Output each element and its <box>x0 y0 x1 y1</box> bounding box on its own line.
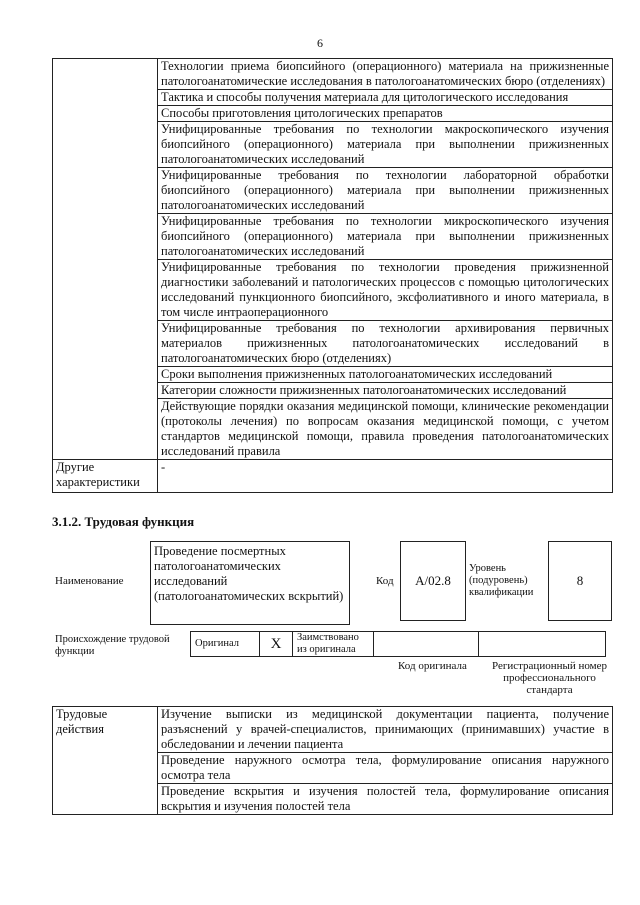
original-mark: X <box>260 632 293 657</box>
table-row: Унифицированные требования по технологии проведения прижизненной диагностики заболеваний и патологических процессов с помощью цитологических исследований пункционного биопсийного, эксфолиативного и иного материала, в том числе интраоперационного <box>158 260 613 321</box>
origin-label: Происхождение трудовой функции <box>55 634 170 657</box>
table-row: Способы приготовления цитологических препаратов <box>158 106 613 122</box>
original-label: Оригинал <box>191 632 260 657</box>
reg-number-label: Регистрационный номер профессионального стандарта <box>491 660 608 696</box>
level-value: 8 <box>548 541 612 621</box>
table-row: Унифицированные требования по технологии архивирования первичных материалов прижизненных патологоанатомических исследований в патологоанатомических бюро (отделениях) <box>158 321 613 367</box>
other-characteristics-value: - <box>158 460 613 493</box>
code-original-label: Код оригинала <box>398 660 467 672</box>
knowledge-table <box>52 58 613 493</box>
table-row: Тактика и способы получения материала для цитологического исследования <box>158 90 613 106</box>
reg-number-cell <box>479 632 606 657</box>
table-row: Технологии приема биопсийного (операционного) материала на прижизненные патологоанатомические исследования в патологоанатомических бюро (отделениях) <box>158 59 613 90</box>
knowledge-label-cell <box>53 59 158 460</box>
table-row: Унифицированные требования по технологии микроскопического изучения биопсийного (операционного) материала при выполнении прижизненных патологоанатомических исследований <box>158 214 613 260</box>
labor-actions-table <box>52 706 613 815</box>
name-label: Наименование <box>55 575 124 587</box>
table-row: Унифицированные требования по технологии макроскопического изучения биопсийного (операционного) материала при выполнении прижизненных патологоанатомических исследований <box>158 122 613 168</box>
code-value: А/02.8 <box>400 541 466 621</box>
table-row: Проведение вскрытия и изучения полостей тела, формулирование описания вскрытия и изучения полостей тела <box>158 784 613 815</box>
table-row: Сроки выполнения прижизненных патологоанатомических исследований <box>158 367 613 383</box>
level-label: Уровень (подуровень) квалификации <box>469 563 534 598</box>
section-title: 3.1.2. Трудовая функция <box>52 514 195 529</box>
labor-actions-label: Трудовые действия <box>53 707 158 815</box>
function-name-box: Проведение посмертных патологоанатомических исследований (патологоанатомических вскрытий) <box>150 541 350 625</box>
table-row: Категории сложности прижизненных патологоанатомических исследований <box>158 383 613 399</box>
table-row: Проведение наружного осмотра тела, формулирование описания наружного осмотра тела <box>158 753 613 784</box>
table-row: Унифицированные требования по технологии лабораторной обработки биопсийного (операционного) материала при выполнении прижизненных патологоанатомических исследований <box>158 168 613 214</box>
code-original-cell <box>374 632 479 657</box>
table-row: Изучение выписки из медицинской документации пациента, получение разъяснений у врачей-специалистов, принимающих (принимавших) участие в обследовании и лечении пациента <box>158 707 613 753</box>
borrowed-label: Заимствовано из оригинала <box>293 632 374 657</box>
other-characteristics-label: Другие характеристики <box>53 460 158 493</box>
origin-table <box>190 631 606 657</box>
table-row: Действующие порядки оказания медицинской помощи, клинические рекомендации (протоколы лечения) по вопросам оказания медицинской помощи, с учетом стандартов медицинской помощи, правила проведения патологоанатомических исследований правила <box>158 399 613 460</box>
code-label: Код <box>376 575 394 587</box>
page-number: 6 <box>317 36 323 50</box>
